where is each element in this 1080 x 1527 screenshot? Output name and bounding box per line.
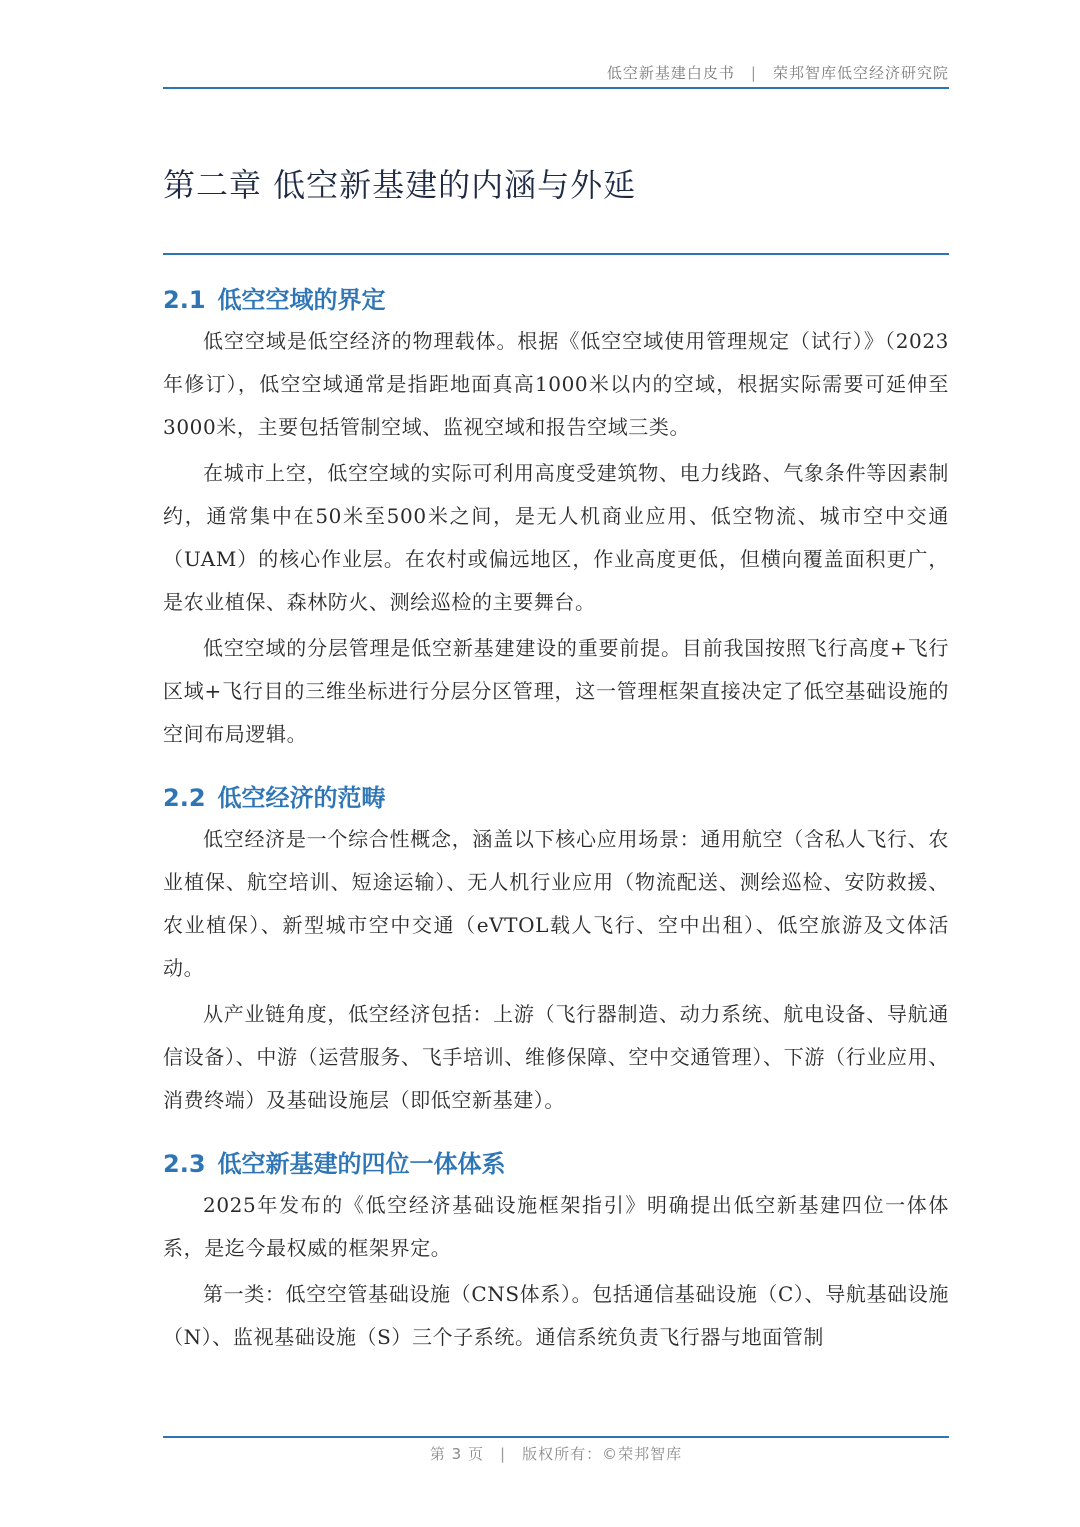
page-header bbox=[163, 62, 949, 83]
header-org-name: 荣邦智库低空经济研究院 bbox=[772, 64, 949, 82]
section-number: 2.2 bbox=[163, 784, 206, 812]
footer-rule bbox=[163, 1436, 949, 1438]
section-2-3 bbox=[163, 1144, 949, 1359]
section-title: 低空空域的界定 bbox=[217, 286, 386, 314]
copyright-text: 版权所有：©荣邦智库 bbox=[522, 1445, 683, 1463]
paragraph: 低空空域是低空经济的物理载体。根据《低空空域使用管理规定（试行）》（2023年修订），低空空域通常是指距地面真高1000米以内的空域，根据实际需要可延伸至3000米，主要包括管制空域、监视空域和报告空域三类。 bbox=[163, 329, 949, 439]
section-2-1 bbox=[163, 280, 949, 756]
footer-separator: | bbox=[500, 1445, 507, 1463]
section-heading bbox=[163, 778, 949, 818]
header-separator: | bbox=[750, 64, 757, 82]
section-heading bbox=[163, 280, 949, 320]
paragraph: 在城市上空，低空空域的实际可利用高度受建筑物、电力线路、气象条件等因素制约，通常集中在50米至500米之间，是无人机商业应用、低空物流、城市空中交通（UAM）的核心作业层。在农村或偏远地区，作业高度更低，但横向覆盖面积更广，是农业植保、森林防火、测绘巡检的主要舞台。 bbox=[163, 461, 949, 614]
section-heading bbox=[163, 1144, 949, 1184]
chapter-title: 第二章 低空新基建的内涵与外延 bbox=[163, 166, 637, 204]
section-number: 2.1 bbox=[163, 286, 206, 314]
paragraph: 第一类：低空空管基础设施（CNS体系）。包括通信基础设施（C）、导航基础设施（N）、监视基础设施（S）三个子系统。通信系统负责飞行器与地面管制 bbox=[163, 1282, 949, 1349]
paragraph: 低空空域的分层管理是低空新基建建设的重要前提。目前我国按照飞行高度+飞行区域+飞行目的三维坐标进行分层分区管理，这一管理框架直接决定了低空基础设施的空间布局逻辑。 bbox=[163, 636, 949, 746]
section-title: 低空经济的范畴 bbox=[217, 784, 386, 812]
header-rule bbox=[163, 87, 949, 89]
chapter-rule bbox=[163, 253, 949, 255]
paragraph: 从产业链角度，低空经济包括：上游（飞行器制造、动力系统、航电设备、导航通信设备）、中游（运营服务、飞手培训、维修保障、空中交通管理）、下游（行业应用、消费终端）及基础设施层（即低空新基建）。 bbox=[163, 1002, 949, 1112]
section-2-2 bbox=[163, 778, 949, 1122]
page-footer bbox=[163, 1443, 949, 1464]
section-number: 2.3 bbox=[163, 1150, 206, 1178]
page-number: 第 3 页 bbox=[429, 1445, 484, 1463]
section-title: 低空新基建的四位一体体系 bbox=[217, 1150, 506, 1178]
paragraph: 低空经济是一个综合性概念，涵盖以下核心应用场景：通用航空（含私人飞行、农业植保、航空培训、短途运输）、无人机行业应用（物流配送、测绘巡检、安防救援、农业植保）、新型城市空中交通（eVTOL载人飞行、空中出租）、低空旅游及文体活动。 bbox=[163, 827, 949, 980]
header-doc-title: 低空新基建白皮书 bbox=[606, 64, 735, 82]
main-content bbox=[163, 280, 949, 1381]
paragraph: 2025年发布的《低空经济基础设施框架指引》明确提出低空新基建四位一体体系，是迄今最权威的框架界定。 bbox=[163, 1193, 949, 1260]
